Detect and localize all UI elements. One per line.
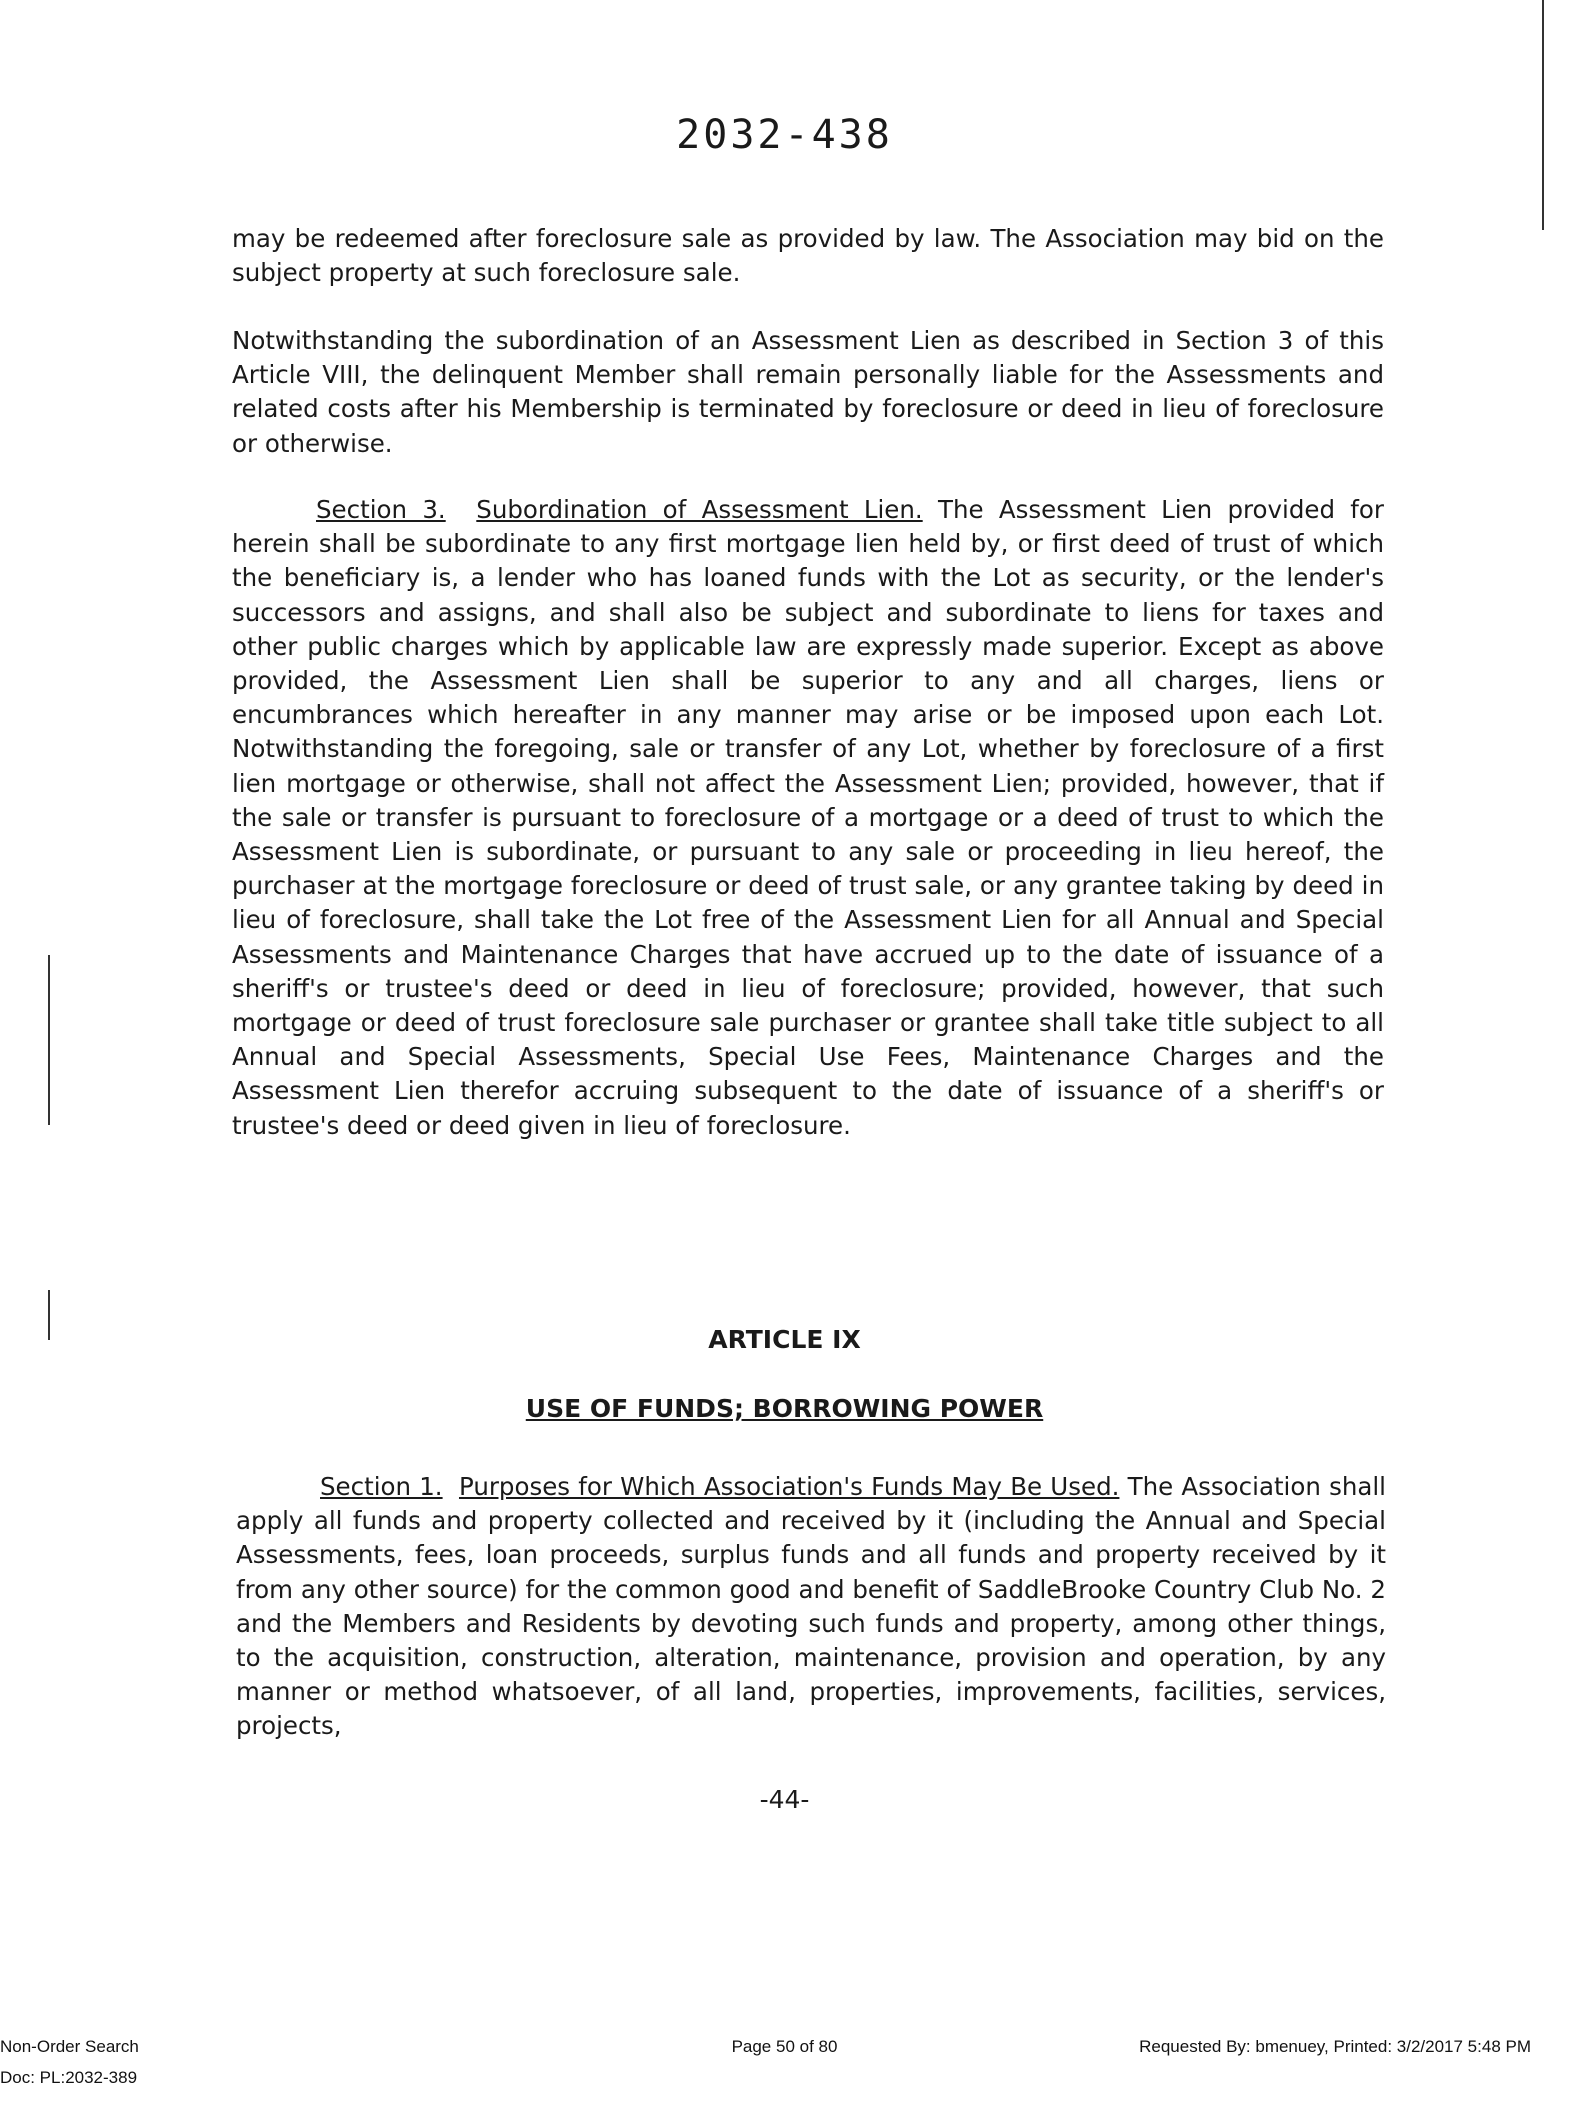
document-number: 2032-438 [676,112,893,158]
footer-page-count: Page 50 of 80 [731,2037,838,2056]
footer-doc-id: Doc: PL:2032-389 [0,2068,138,2087]
section-1-purposes [236,1470,1386,1744]
section-1-heading: Purposes for Which Association's Funds May Be Used. [458,1472,1120,1501]
article-ix-title: ARTICLE IX [708,1325,861,1354]
footer-search-type: Non-Order Search [0,2037,139,2056]
section-3-body: The Assessment Lien provided for herein shall be subordinate to any first mortgage lien held by, or first deed of trust of which the beneficiary is, a lender who has loaned funds with the Lot as security, or the lender's successors and assigns, and shall also be subject and subordinate to liens for taxes and other public charges which by applicable law are expressly made superior. Except as above provided, the Assessment Lien shall be superior to any and all charges, liens or encumbrances which hereafter in any manner may arise or be imposed upon each Lot. Notwithstanding the foregoing, sale or transfer of any Lot, whether by foreclosure of a first lien mortgage or otherwise, shall not affect the Assessment Lien; provided, however, that if the sale or transfer is pursuant to foreclosure of a mortgage or a deed of trust to which the Assessment Lien is subordinate, or pursuant to any sale or proceeding in lieu hereof, the purchaser at the mortgage foreclosure or deed of trust sale, or any grantee taking by deed in lieu of foreclosure, shall take the Lot free of the Assessment Lien for all Annual and Special Assessments and Maintenance Charges that have accrued up to the date of issuance of a sheriff's or trustee's deed or deed in lieu of foreclosure; provided, however, that such mortgage or deed of trust foreclosure sale purchaser or grantee shall take title subject to all Annual and Special Assessments, Special Use Fees, Maintenance Charges and the Assessment Lien therefor accruing subsequent to the date of issuance of a sheriff's or trustee's deed or deed given in lieu of foreclosure. [232,495,1384,1140]
paragraph-personal-liability: Notwithstanding the subordination of an Assessment Lien as described in Section 3 of this Article VIII, the delinquent Member shall remain personally liable for the Assessments and related costs after his Membership is terminated by foreclosure or deed in lieu of foreclosure or otherwise. [232,326,1384,458]
scan-margin-line [1542,0,1544,230]
footer-requested-by: Requested By: bmenuey, Printed: 3/2/2017 5:48 PM [1139,2037,1531,2056]
page-number: -44- [759,1785,810,1814]
paragraph-redemption: may be redeemed after foreclosure sale as provided by law. The Association may bid on the subject property at such foreclosure sale. [232,224,1384,288]
section-1-label: Section 1. [320,1472,443,1501]
scan-margin-line [48,955,50,1125]
scan-margin-line [48,1290,50,1340]
section-3-heading: Subordination of Assessment Lien. [476,495,923,524]
section-1-body: The Association shall apply all funds and property collected and received by it (including the Annual and Special Assessments, fees, loan proceeds, surplus funds and all funds and property received by it from any other source) for the common good and benefit of SaddleBrooke Country Club No. 2 and the Members and Residents by devoting such funds and property, among other things, to the acquisition, construction, alteration, maintenance, provision and operation, by any manner or method whatsoever, of all land, properties, improvements, facilities, services, projects, [236,1472,1386,1741]
section-3-label: Section 3. [316,495,446,524]
section-3-subordination [232,493,1384,1143]
article-ix-subtitle: USE OF FUNDS; BORROWING POWER [525,1394,1044,1423]
